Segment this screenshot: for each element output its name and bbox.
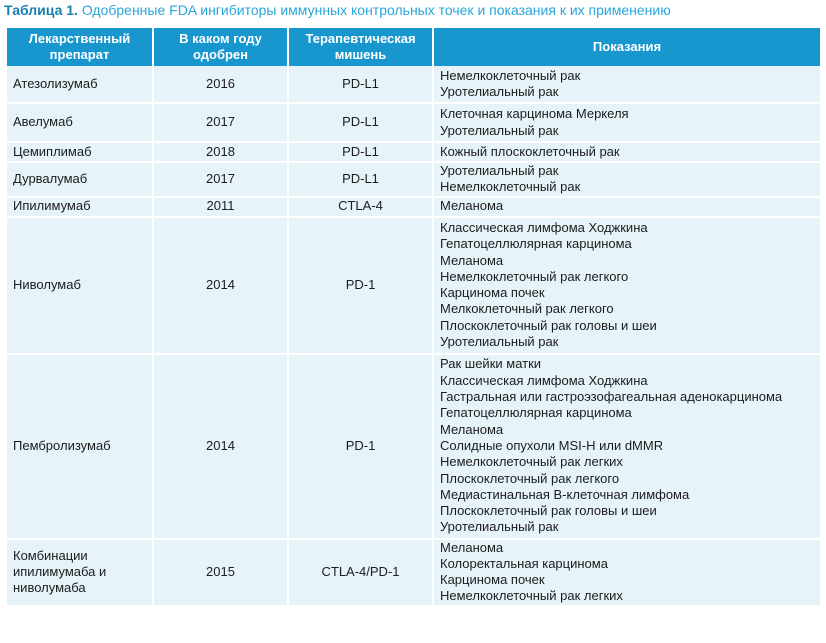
indication-item: Меланома <box>440 421 504 437</box>
indication-item: Уротелиальный рак <box>440 84 559 99</box>
cell-target: PD-L1 <box>289 104 434 143</box>
cell-year: 2011 <box>154 198 289 218</box>
indication-item: Рак шейки матки <box>440 356 542 372</box>
indication-item: Уротелиальный рак <box>440 122 559 138</box>
indication-item: Гепатоцеллюлярная карцинома <box>440 405 632 421</box>
indication-item: Немелкоклеточный рак легких <box>440 454 623 470</box>
cell-indications <box>434 163 820 198</box>
cell-year: 2016 <box>154 66 289 104</box>
indication-item: Уротелиальный рак <box>440 163 559 178</box>
indication-item: Кожный плоскоклеточный рак <box>440 143 620 159</box>
indication-item: Карцинома почек <box>440 572 545 588</box>
cell-drug: Ипилимумаб <box>7 198 154 218</box>
cell-year: 2017 <box>154 104 289 143</box>
table-row <box>7 198 820 218</box>
cell-target: PD-L1 <box>289 143 434 163</box>
indication-item: Медиастинальная В-клеточная лимфома <box>440 486 690 502</box>
indication-item: Немелкоклеточный рак легкого <box>440 268 629 284</box>
table-row <box>7 66 820 104</box>
cell-indications <box>434 218 820 355</box>
cell-year: 2018 <box>154 143 289 163</box>
caption-text: Одобренные FDA ингибиторы иммунных контрольных точек и показания к их применению <box>81 2 671 18</box>
indication-item: Солидные опухоли MSI-H или dMMR <box>440 437 664 453</box>
indication-item: Немелкоклеточный рак <box>440 67 581 83</box>
cell-target: PD-1 <box>289 355 434 540</box>
table-body <box>7 66 820 607</box>
cell-drug: Цемиплимаб <box>7 143 154 163</box>
cell-drug: Дурвалумаб <box>7 163 154 198</box>
approved-inhibitors-table <box>7 28 820 607</box>
cell-year: 2014 <box>154 355 289 540</box>
indication-item: Гепатоцеллюлярная карцинома <box>440 236 632 252</box>
cell-year: 2015 <box>154 540 289 607</box>
cell-drug: Авелумаб <box>7 104 154 143</box>
table-row <box>7 163 820 198</box>
table-row <box>7 540 820 607</box>
header-year: В каком году одобрен <box>154 28 289 66</box>
cell-indications <box>434 104 820 143</box>
indication-item: Классическая лимфома Ходжкина <box>440 219 648 235</box>
indication-item: Плоскоклеточный рак головы и шеи <box>440 503 657 519</box>
cell-drug: Пембролизумаб <box>7 355 154 540</box>
header-indications: Показания <box>434 28 820 66</box>
table-caption <box>4 2 671 18</box>
indication-item: Гастральная или гастроэзофагеальная аденокарцинома <box>440 389 783 405</box>
cell-indications <box>434 355 820 540</box>
table-row <box>7 355 820 540</box>
indication-item: Меланома <box>440 539 504 555</box>
table-header-row <box>7 28 820 66</box>
header-drug: Лекарственный препарат <box>7 28 154 66</box>
table-row <box>7 218 820 355</box>
indication-item: Немелкоклеточный рак <box>440 179 581 195</box>
indication-item: Классическая лимфома Ходжкина <box>440 372 648 388</box>
indication-item: Колоректальная карцинома <box>440 555 608 571</box>
cell-indications <box>434 143 820 163</box>
header-target: Терапевтическая мишень <box>289 28 434 66</box>
caption-label: Таблица 1. <box>4 2 78 18</box>
indication-item: Плоскоклеточный рак легкого <box>440 470 620 486</box>
cell-drug: Ниволумаб <box>7 218 154 355</box>
cell-indications <box>434 66 820 104</box>
table-row <box>7 104 820 143</box>
indication-item: Уротелиальный рак <box>440 519 559 535</box>
cell-target: PD-L1 <box>289 66 434 104</box>
cell-target: PD-L1 <box>289 163 434 198</box>
cell-target: CTLA-4/PD-1 <box>289 540 434 607</box>
indication-item: Плоскоклеточный рак головы и шеи <box>440 317 657 333</box>
cell-indications <box>434 540 820 607</box>
cell-drug: Атезолизумаб <box>7 66 154 104</box>
cell-drug: Комбинации ипилимумаба и ниволумаба <box>7 540 154 607</box>
indication-item: Меланома <box>440 198 504 214</box>
cell-target: CTLA-4 <box>289 198 434 218</box>
indication-item: Клеточная карцинома Меркеля <box>440 106 629 122</box>
indication-item: Карцинома почек <box>440 285 545 301</box>
indication-item: Немелкоклеточный рак легких <box>440 588 623 604</box>
indication-item: Уротелиальный рак <box>440 333 559 349</box>
cell-year: 2014 <box>154 218 289 355</box>
cell-year: 2017 <box>154 163 289 198</box>
cell-target: PD-1 <box>289 218 434 355</box>
table-row <box>7 143 820 163</box>
cell-indications <box>434 198 820 218</box>
indication-item: Меланома <box>440 252 504 268</box>
indication-item: Мелкоклеточный рак легкого <box>440 301 614 317</box>
